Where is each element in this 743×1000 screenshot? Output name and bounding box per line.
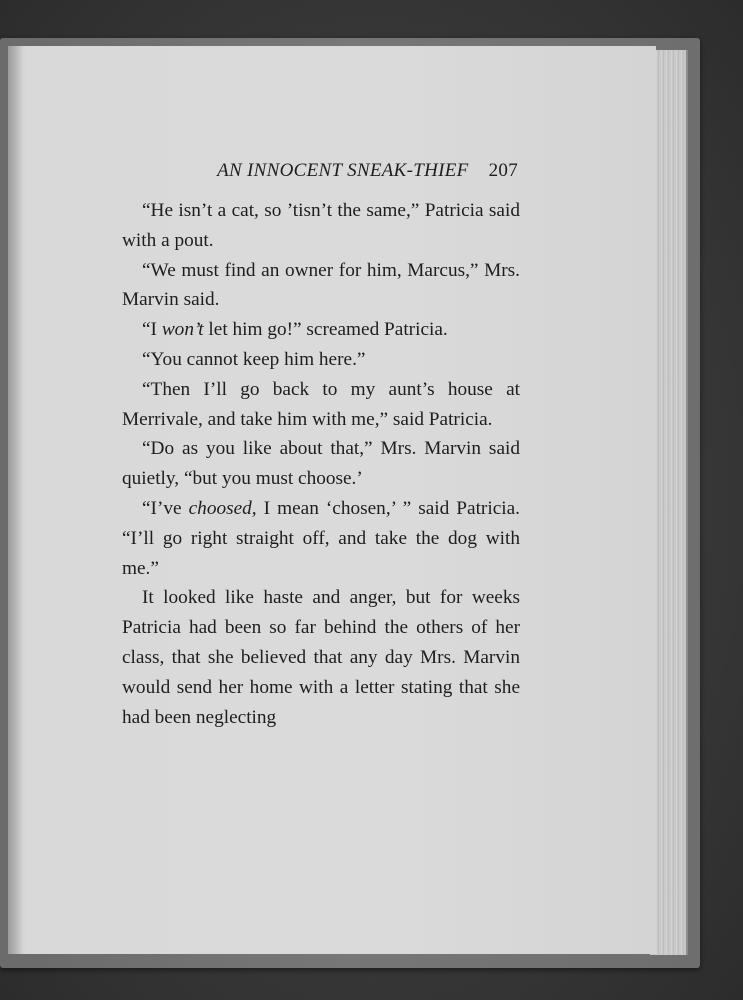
emphasis-text: won’t: [161, 319, 204, 341]
running-title: AN INNOCENT SNEAK-THIEF: [217, 160, 469, 181]
paragraph-6: [122, 434, 520, 494]
running-head: [122, 160, 520, 196]
paragraph-text: “He isn’t a cat, so ’tisn’t the same,” Patricia said with a pout.: [122, 200, 520, 251]
paragraph-4: [122, 345, 520, 375]
paragraph-2: [122, 256, 520, 316]
page-content: [122, 160, 520, 732]
paragraph-text: “I’ve: [142, 497, 189, 519]
paragraph-text: “You cannot keep him here.”: [142, 348, 366, 370]
paragraph-text: It looked like haste and anger, but for weeks Patricia had been so far behind the others of her class, that she believed that any day Mrs. Marvin would send her home with a letter stating that she had been neglecting: [122, 587, 520, 728]
paragraph-text: “Then I’ll go back to my aunt’s house at Merrivale, and take him with me,” said Patricia.: [122, 378, 520, 430]
emphasis-text: choosed,: [188, 497, 257, 519]
paragraph-text: “I: [142, 319, 162, 341]
paragraph-text: let him go!” screamed Patricia.: [203, 319, 448, 341]
paragraph-5: [122, 375, 520, 435]
paragraph-text: I mean ‘chosen,’ ” said Patricia. “I’ll go right straight off, and take the dog with me.”: [122, 497, 521, 579]
paragraph-7: [122, 494, 520, 583]
body-text: [122, 196, 520, 732]
paragraph-text: “We must find an owner for him, Marcus,” Mrs. Marvin said.: [122, 259, 520, 311]
page-number: 207: [488, 160, 518, 181]
paragraph-1: [122, 196, 520, 256]
paragraph-text: “Do as you like about that,” Mrs. Marvin said quietly, “but you must choose.’: [122, 438, 520, 490]
paragraph-3: [122, 315, 520, 345]
paragraph-8: [122, 583, 520, 732]
page-gutter: [8, 46, 22, 954]
